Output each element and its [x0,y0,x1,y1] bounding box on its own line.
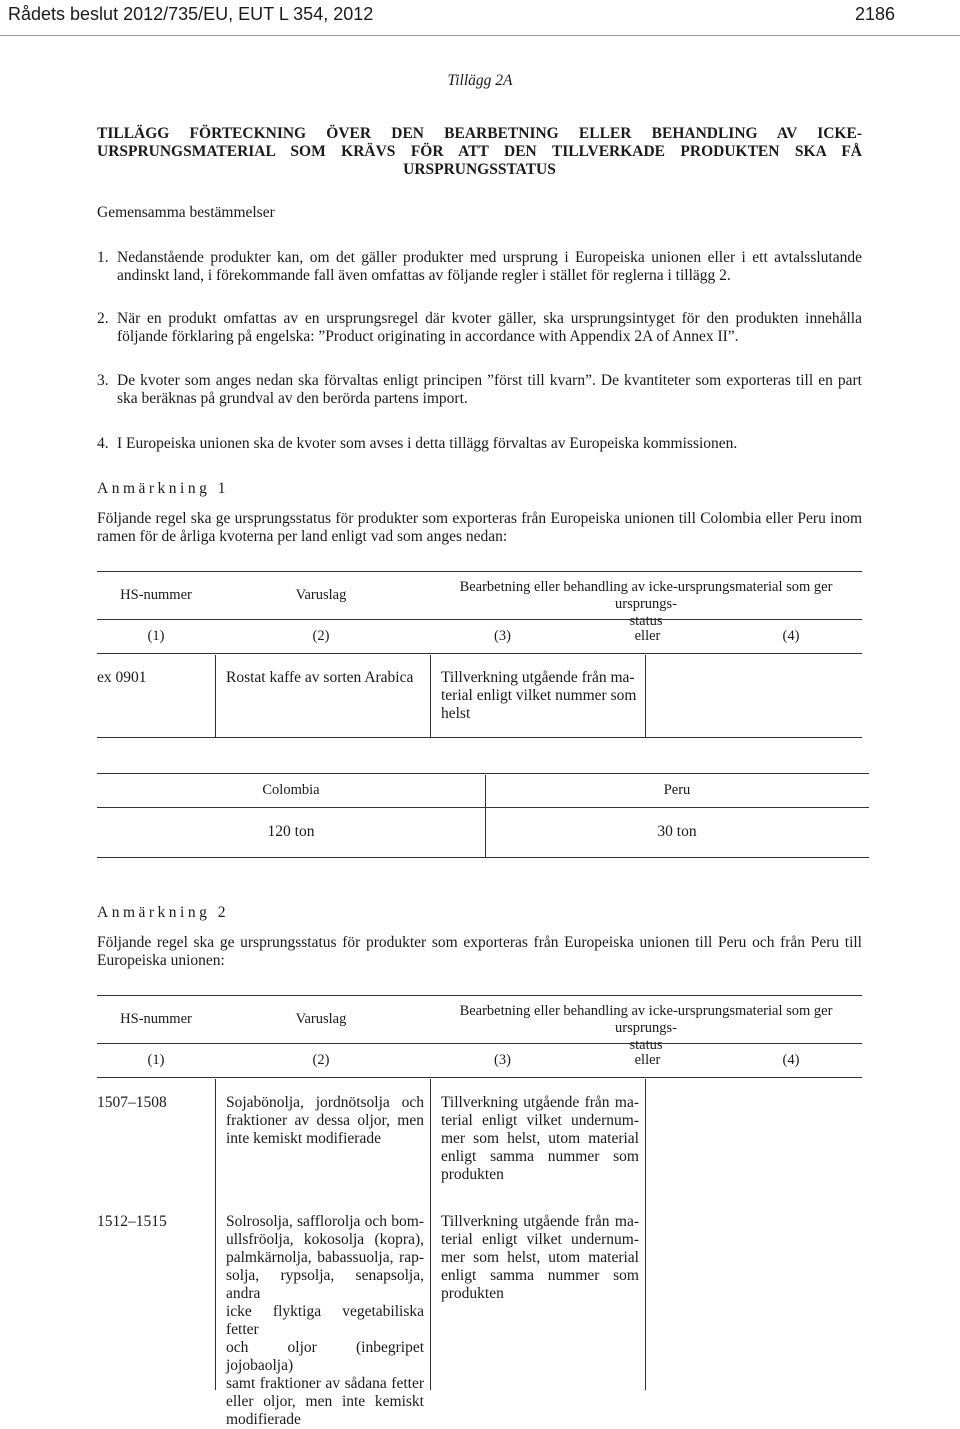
title-line: TILLÄGG FÖRTECKNING ÖVER DEN BEARBETNING ELLER BEHANDLING AV ICKE- [97,125,862,142]
column-header-varuslag: Varuslag [295,1011,347,1027]
table-rule [97,857,869,858]
table-cell-rule [441,1094,639,1184]
cell-line: ullsfröolja, kokosolja (kopra), [226,1231,424,1248]
column-number: (1) [147,1052,165,1068]
cell-line: inte kemiskt modifierade [226,1130,381,1147]
table-cell-rule [441,1213,639,1303]
column-divider [430,1079,431,1390]
cell-line: Sojabönolja, jordnötsolja och [226,1094,424,1111]
paragraph-line: ska beräknas på grundval av den berörda partens import. [117,390,468,407]
header-line: Bearbetning eller behandling av icke-ursprungsmaterial som ger ursprungs- [459,579,833,612]
note-2-line: Europeiska unionen: [97,952,225,969]
paragraph-number: 4. [97,435,109,452]
paragraph-line: När en produkt omfattas av en ursprungsregel där kvoter gäller, ska ursprungsintyget för den produkten innehålla [117,310,862,327]
cell-line: enligt samma nummer som [441,1267,639,1284]
header-line: status [629,613,663,629]
note-1-line: ramen för de årliga kvoterna per land enligt vad som anges nedan: [97,528,508,545]
cell-line: och oljor (inbegripet jojobaolja) [226,1339,424,1374]
table-rule [97,619,862,620]
table-cell-hs: ex 0901 [97,669,147,686]
table-rule [97,1043,862,1044]
cell-line: terial enligt vilket undernum- [441,1112,639,1129]
header-line: status [629,1037,663,1053]
quota-header-peru: Peru [663,782,691,798]
table-rule [97,995,862,996]
note-1-label: Anmärkning 1 [97,480,229,497]
header-rule [0,35,960,36]
cell-line: Tillverkning utgående från ma- [441,669,635,686]
column-number: (2) [312,1052,330,1068]
appendix-title: Tillägg 2A [447,72,513,89]
column-number: (1) [147,628,165,644]
cell-line: Tillverkning utgående från ma- [441,1094,639,1111]
cell-line: produkten [441,1285,504,1302]
note-2-line: Följande regel ska ge ursprungsstatus för produkter som exporteras från Europeiska unionen till Peru och från Peru till [97,934,862,951]
table-cell-varuslag [226,1094,424,1148]
page-header [0,0,960,36]
cell-line: produkten [441,1166,504,1183]
quota-header-colombia: Colombia [262,782,320,798]
table-rule [97,807,869,808]
table-rule [97,571,862,572]
column-header-bearbetning [430,579,862,630]
column-header-hs: HS-nummer [120,1011,192,1027]
cell-line: solja, rypsolja, senapsolja, andra [226,1267,424,1302]
column-number: (4) [782,628,800,644]
table-cell-varuslag [226,1213,424,1429]
title-line: URSPRUNGSMATERIAL SOM KRÄVS FÖR ATT DEN TILLVERKADE PRODUKTEN SKA FÅ [97,143,862,160]
column-divider [645,1079,646,1390]
table-cell-varuslag: Rostat kaffe av sorten Arabica [226,669,414,686]
column-divider [430,655,431,737]
cell-line: fraktioner av dessa oljor, men [226,1112,424,1129]
header-line: Bearbetning eller behandling av icke-ursprungsmaterial som ger ursprungs- [459,1003,833,1036]
column-divider [215,655,216,737]
cell-line: enligt samma nummer som [441,1148,639,1165]
column-number: (2) [312,628,330,644]
column-divider [645,655,646,737]
quota-value-peru: 30 ton [657,823,697,840]
paragraph-line: Nedanstående produkter kan, om det gäller produkter med ursprung i Europeiska unionen eller i ett avtalsslutande [117,249,862,266]
paragraph-line: andinskt land, i förekommande fall även omfattas av följande regler i stället för reglerna i tillägg 2. [117,267,731,284]
table-cell-hs: 1507–1508 [97,1094,167,1111]
section-heading: Gemensamma bestämmelser [97,204,275,221]
table-rule [97,653,862,654]
cell-line: Solrosolja, safflorolja och bom- [226,1213,424,1230]
cell-line: eller oljor, men inte kemiskt [226,1393,424,1410]
cell-line: Tillverkning utgående från ma- [441,1213,639,1230]
cell-line: modifierade [226,1411,301,1428]
column-number: (3) [494,628,511,644]
paragraph-number: 1. [97,249,109,266]
page-number: 2186 [854,4,895,24]
paragraph-line: följande förklaring på engelska: ”Product originating in accordance with Appendix 2A of Annex II”. [117,328,739,345]
main-title [97,125,862,179]
column-header-bearbetning [430,1003,862,1054]
table-rule [97,1077,862,1078]
paragraph-line: I Europeiska unionen ska de kvoter som avses i detta tillägg förvaltas av Europeiska kommissionen. [117,435,738,452]
cell-line: palmkärnolja, babassuolja, rap- [226,1249,424,1266]
cell-line: mer som helst, utom material [441,1249,639,1266]
cell-line: terial enligt vilket undernum- [441,1231,639,1248]
column-or: eller [634,628,661,644]
document-reference: Rådets beslut 2012/735/EU, EUT L 354, 2012 [8,4,374,24]
paragraph-number: 2. [97,310,109,327]
note-1-line: Följande regel ska ge ursprungsstatus för produkter som exporteras från Europeiska unionen till Colombia eller Peru inom [97,510,862,527]
column-header-varuslag: Varuslag [295,587,347,603]
quota-value-colombia: 120 ton [267,823,315,840]
cell-line: samt fraktioner av sådana fetter [226,1375,424,1392]
cell-line: icke flyktiga vegetabiliska fetter [226,1303,424,1338]
column-or: eller [634,1052,661,1068]
column-header-hs: HS-nummer [120,587,192,603]
column-divider [215,1079,216,1390]
cell-line: helst [441,705,471,722]
table-rule [97,737,862,738]
note-2-label: Anmärkning 2 [97,904,229,921]
column-number: (4) [782,1052,800,1068]
paragraph-line: De kvoter som anges nedan ska förvaltas enligt principen ”först till kvarn”. De kvantiteter som exporteras till en part [117,372,862,389]
table-cell-hs: 1512–1515 [97,1213,167,1230]
paragraph-number: 3. [97,372,109,389]
cell-line: mer som helst, utom material [441,1130,639,1147]
table-cell-rule [441,669,639,723]
title-line: URSPRUNGSSTATUS [403,161,556,178]
cell-line: terial enligt vilket nummer som [441,687,637,704]
column-number: (3) [494,1052,511,1068]
table-rule [97,773,869,774]
